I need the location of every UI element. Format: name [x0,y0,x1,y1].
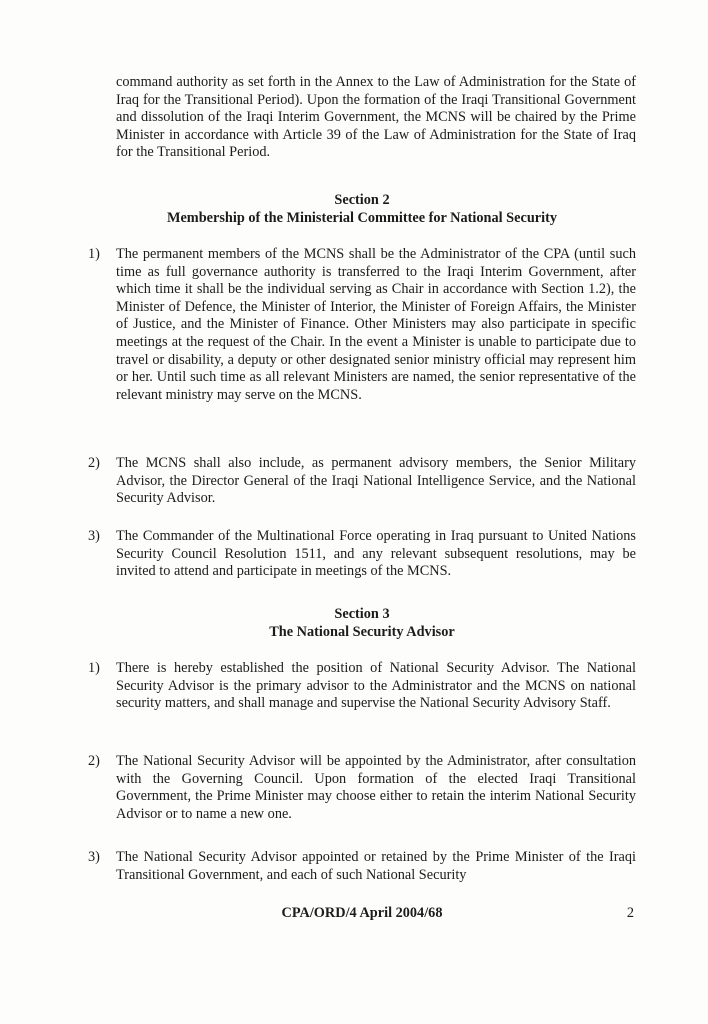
section-3-item-2 [88,753,636,823]
item-number: 1) [88,660,100,676]
item-number: 2) [88,455,100,471]
item-text: The permanent members of the MCNS shall be the Administrator of the CPA (until such time as full governance authority is transferred to the Iraqi Interim Government, after which time it shall be the individual serving as Chair in accordance with Section 1.2), the Minister of Defence, the Minister of Interior, the Minister of Foreign Affairs, the Minister of Justice, and the Minister of Finance. Other Ministers may also participate in specific meetings at the request of the Chair. In the event a Minister is unable to participate due to travel or disability, a deputy or other designated senior ministry official may represent him or her. Until such time as all relevant Ministers are named, the senior representative of the relevant ministry may serve on the MCNS. [116,246,636,403]
section-3-heading [88,605,636,641]
section-3-label: Section 3 [334,606,390,622]
section-3-item-3 [88,849,636,884]
section-2-item-3 [88,528,636,581]
item-number: 1) [88,246,100,262]
item-text: The National Security Advisor will be appointed by the Administrator, after consultation with the Governing Council. Upon formation of the elected Iraqi Transitional Government, the Prime Minister may choose either to retain the interim National Security Advisor or to name a new one. [116,753,636,822]
section-2-item-1 [88,246,636,404]
item-number: 3) [88,849,100,865]
section-3-item-1 [88,660,636,713]
document-reference: CPA/ORD/4 April 2004/68 [281,905,443,921]
page-footer [88,904,636,922]
item-text: The MCNS shall also include, as permanent advisory members, the Senior Military Advisor, the Director General of the Iraqi National Intelligence Service, and the National Security Advisor. [116,455,636,507]
item-number: 3) [88,528,100,544]
section-2-item-2 [88,455,636,508]
intro-paragraph: command authority as set forth in the Annex to the Law of Administration for the State of Iraq for the Transitional Period). Upon the formation of the Iraqi Transitional Government and dissolution of the Iraqi Interim Government, the MCNS will be chaired by the Prime Minister in accordance with Article 39 of the Law of Administration for the State of Iraq for the Transitional Period. [116,74,636,161]
section-2-heading [88,191,636,227]
item-number: 2) [88,753,100,769]
item-text: The National Security Advisor appointed or retained by the Prime Minister of the Iraqi Transitional Government, and each of such National Security [116,849,636,883]
item-text: The Commander of the Multinational Force operating in Iraq pursuant to United Nations Security Council Resolution 1511, and any relevant subsequent resolutions, may be invited to attend and participate in meetings of the MCNS. [116,528,636,580]
section-2-title: Membership of the Ministerial Committee for National Security [166,210,558,226]
section-2-label: Section 2 [334,192,390,208]
section-3-title: The National Security Advisor [269,624,455,640]
page-number: 2 [626,905,634,921]
item-text: There is hereby established the position of National Security Advisor. The National Security Advisor is the primary advisor to the Administrator and the MCNS on national security matters, and shall manage and supervise the National Security Advisory Staff. [116,660,636,712]
